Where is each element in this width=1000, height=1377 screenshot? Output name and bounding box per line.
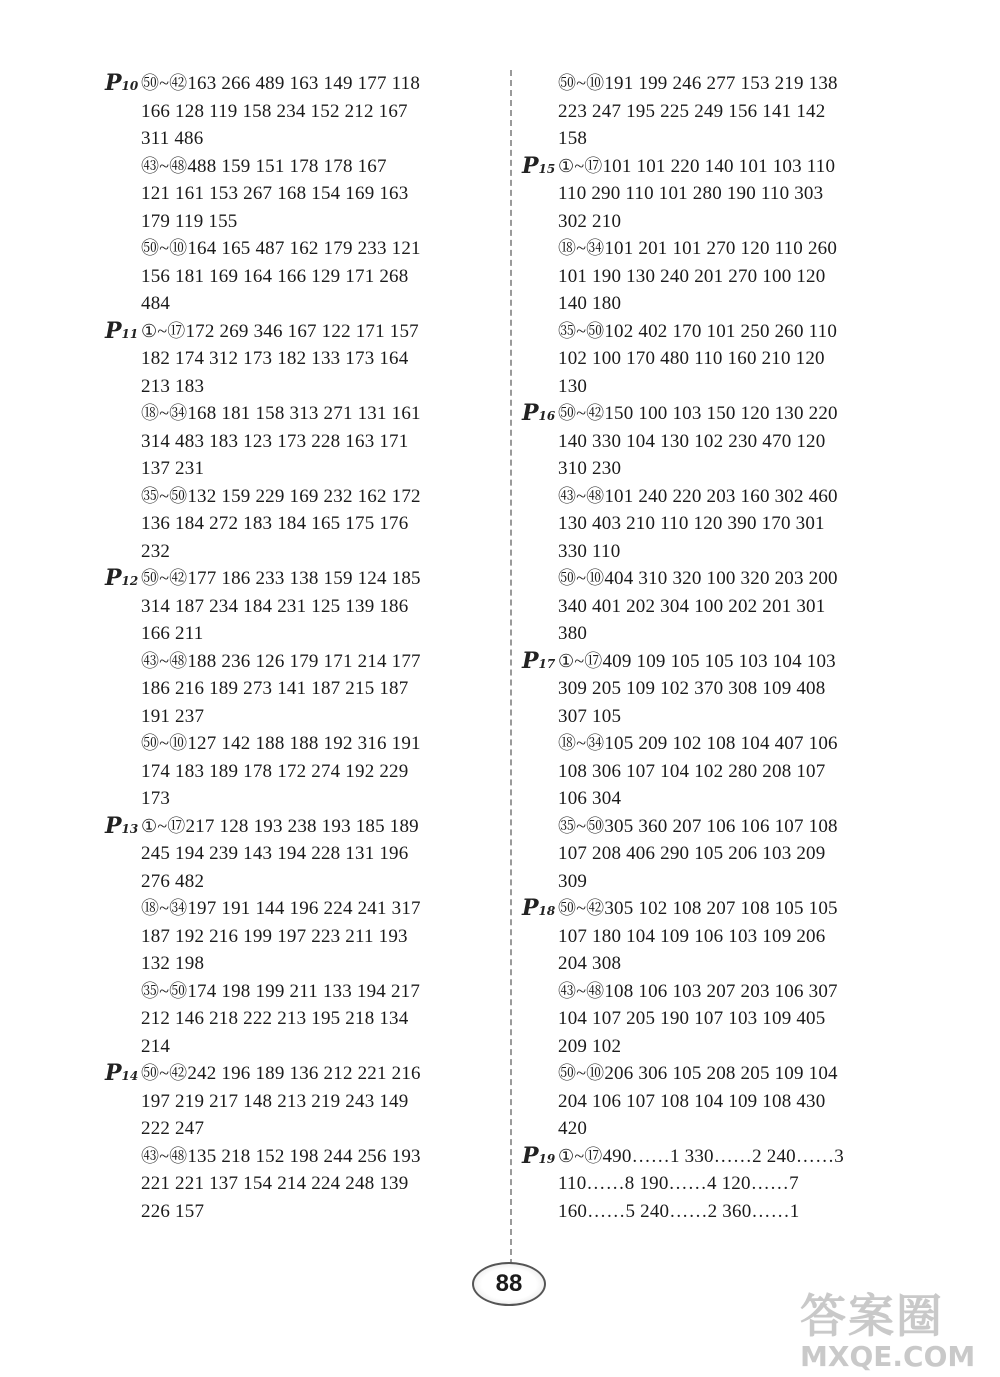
- answer-line: [141, 593, 505, 621]
- question-range: ㊿~㊷: [558, 898, 605, 918]
- answer-line: [558, 703, 922, 731]
- answer-line: [558, 1143, 922, 1171]
- answer-section: [558, 400, 922, 483]
- answer-section: [141, 235, 505, 318]
- watermark-title: 答案圈: [800, 1289, 944, 1343]
- page-label: [105, 565, 138, 595]
- answer-line: [558, 483, 922, 511]
- question-range: ①~⑰: [558, 155, 603, 176]
- answer-values: 110……8 190……4 120……7: [558, 1173, 799, 1194]
- question-range: ㉟~㊿: [141, 485, 188, 506]
- answer-line: [141, 180, 505, 208]
- page-label: [105, 813, 138, 843]
- page-label: [105, 70, 138, 100]
- watermark-logo: [800, 1280, 995, 1373]
- answer-line: [558, 785, 922, 813]
- page-answer-block: [522, 1143, 922, 1226]
- answer-values: 173: [141, 788, 171, 809]
- answer-values: 127 142 188 188 192 316 191: [187, 733, 421, 754]
- answer-values: 206 306 105 208 205 109 104: [604, 1063, 838, 1084]
- answer-line: [558, 263, 922, 291]
- answer-line: [558, 895, 922, 923]
- page-label: [522, 1143, 555, 1173]
- question-range: ㊿~㊷: [141, 1063, 188, 1083]
- answer-section: [141, 318, 505, 401]
- answer-values: 242 196 189 136 212 221 216: [187, 1063, 421, 1084]
- answer-line: [558, 675, 922, 703]
- right-column: [522, 70, 922, 1225]
- answer-values: 140 180: [558, 293, 622, 314]
- page-label-number: 14: [121, 1069, 139, 1083]
- answer-section: [141, 1060, 505, 1143]
- answer-line: [141, 98, 505, 126]
- answer-line: [558, 400, 922, 428]
- answer-values: 484: [141, 293, 171, 314]
- question-range: ⑱~㉞: [558, 733, 605, 753]
- page-label: [522, 400, 555, 430]
- answer-line: [141, 345, 505, 373]
- question-range: ㊿~㊷: [141, 73, 188, 93]
- answer-line: [141, 675, 505, 703]
- answer-values: 107 208 406 290 105 206 103 209: [558, 843, 826, 864]
- answer-values: 488 159 151 178 178 167: [187, 155, 387, 177]
- answer-values: 135 218 152 198 244 256 193: [187, 1145, 421, 1167]
- answer-values: 302 210: [558, 210, 622, 232]
- answer-values: 223 247 195 225 249 156 141 142: [558, 100, 826, 122]
- page-label-number: 10: [121, 79, 139, 93]
- page-label-letter: P: [522, 152, 539, 179]
- answer-values: 156 181 169 164 166 129 171 268: [141, 265, 409, 287]
- answer-line: [558, 978, 922, 1006]
- answer-section: [558, 648, 922, 731]
- answer-values: 187 192 216 199 197 223 211 193: [141, 925, 408, 947]
- answer-section: [141, 483, 505, 566]
- question-range: ㉟~㊿: [558, 815, 605, 836]
- answer-values: 209 102: [558, 1035, 622, 1057]
- answer-values: 174 198 199 211 133 194 217: [187, 980, 421, 1002]
- answer-line: [558, 1170, 922, 1198]
- answer-line: [141, 125, 505, 153]
- answer-line: [558, 758, 922, 786]
- answer-values: 163 266 489 163 149 177 118: [187, 73, 421, 94]
- answer-line: [558, 235, 922, 263]
- page-answer-block: [522, 648, 922, 896]
- answer-line: [558, 208, 922, 236]
- page-label-letter: P: [522, 895, 539, 921]
- answer-line: [558, 1033, 922, 1061]
- answer-line: [141, 895, 505, 923]
- page-label: [105, 318, 138, 348]
- answer-section: [141, 565, 505, 648]
- answer-line: [141, 153, 505, 181]
- answer-values: 380: [558, 623, 588, 644]
- answer-section: [558, 235, 922, 318]
- answer-line: [141, 565, 505, 593]
- answer-line: [141, 1005, 505, 1033]
- page-number-text: 88: [495, 1270, 523, 1297]
- answer-values: 340 401 202 304 100 202 201 301: [558, 595, 826, 617]
- answer-section: [558, 978, 922, 1061]
- answer-values: 136 184 272 183 184 165 175 176: [141, 513, 409, 534]
- answer-values: 404 310 320 100 320 203 200: [604, 568, 838, 589]
- page-label: [522, 895, 555, 925]
- answer-values: 204 106 107 108 104 109 108 430: [558, 1090, 826, 1112]
- answer-line: [141, 290, 505, 318]
- answer-line: [141, 923, 505, 951]
- answer-section: [141, 153, 505, 236]
- page-label: [522, 153, 555, 183]
- answer-values: 314 187 234 184 231 125 139 186: [141, 595, 409, 617]
- answer-values: 307 105: [558, 705, 622, 727]
- answer-line: [558, 868, 922, 896]
- answer-values: 186 216 189 273 141 187 215 187: [141, 678, 409, 699]
- answer-section: [558, 318, 922, 401]
- answer-line: [558, 593, 922, 621]
- page-label-number: 13: [121, 821, 139, 836]
- answer-line: [558, 153, 922, 181]
- answer-values: 150 100 103 150 120 130 220: [604, 403, 838, 424]
- answer-line: [141, 510, 505, 538]
- answer-line: [558, 455, 922, 483]
- answer-line: [141, 620, 505, 648]
- answer-line: [141, 70, 505, 98]
- question-range: ㊸~㊽: [141, 1145, 188, 1166]
- answer-line: [141, 813, 505, 841]
- answer-line: [558, 1198, 922, 1226]
- answer-line: [558, 730, 922, 758]
- answer-values: 121 161 153 267 168 154 169 163: [141, 183, 409, 204]
- answer-line: [558, 510, 922, 538]
- answer-line: [141, 538, 505, 566]
- answer-values: 310 230: [558, 458, 622, 479]
- question-range: ①~⑰: [141, 320, 186, 341]
- answer-section: [558, 730, 922, 813]
- question-range: ㊸~㊽: [558, 980, 605, 1001]
- answer-line: [558, 180, 922, 208]
- answer-values: 105 209 102 108 104 407 106: [604, 733, 838, 754]
- answer-line: [141, 868, 505, 896]
- page-answer-block: [105, 565, 505, 813]
- answer-values: 197 219 217 148 213 219 243 149: [141, 1090, 409, 1112]
- answer-values: 330 110: [558, 540, 621, 562]
- answer-values: 188 236 126 179 171 214 177: [187, 650, 421, 672]
- answer-values: 276 482: [141, 870, 205, 892]
- page-label-number: 12: [121, 574, 139, 588]
- answer-values: 212 146 218 222 213 195 218 134: [141, 1008, 409, 1029]
- answer-line: [141, 1115, 505, 1143]
- answer-line: [558, 813, 922, 841]
- answer-line: [141, 1088, 505, 1116]
- page-number: [472, 1262, 546, 1306]
- answer-values: 305 102 108 207 108 105 105: [604, 898, 838, 919]
- answer-section: [141, 400, 505, 483]
- answer-values: 101 101 220 140 101 103 110: [602, 155, 836, 177]
- question-range: ㊿~⑩: [558, 73, 605, 93]
- answer-section: [558, 483, 922, 566]
- question-range: ①~⑰: [558, 650, 603, 671]
- answer-section: [558, 153, 922, 236]
- page-label-number: 11: [121, 326, 139, 341]
- answer-line: [558, 565, 922, 593]
- answer-section: [558, 565, 922, 648]
- answer-line: [558, 950, 922, 978]
- page-label-letter: P: [105, 812, 122, 839]
- question-range: ㉟~㊿: [558, 320, 605, 341]
- answer-line: [558, 70, 922, 98]
- answer-values: 179 119 155: [141, 210, 238, 232]
- answer-values: 130 403 210 110 120 390 170 301: [558, 513, 825, 534]
- answer-line: [141, 1143, 505, 1171]
- answer-values: 132 159 229 169 232 162 172: [187, 485, 421, 507]
- answer-values: 311 486: [141, 128, 204, 149]
- answer-values: 106 304: [558, 788, 622, 809]
- answer-section: [558, 895, 922, 978]
- answer-line: [558, 428, 922, 456]
- answer-line: [558, 923, 922, 951]
- answer-line: [141, 703, 505, 731]
- answer-values: 232: [141, 540, 171, 562]
- page-label-number: 19: [538, 1151, 556, 1166]
- answer-line: [141, 483, 505, 511]
- left-column: [105, 70, 505, 1225]
- answer-values: 174 183 189 178 172 274 192 229: [141, 760, 409, 782]
- answer-line: [141, 263, 505, 291]
- answer-values: 191 199 246 277 153 219 138: [604, 73, 838, 94]
- answer-values: 490……1 330……2 240……3: [602, 1145, 844, 1167]
- question-range: ㊿~㊷: [141, 568, 188, 588]
- page-label-letter: P: [522, 647, 539, 674]
- answer-values: 101 201 101 270 120 110 260: [604, 238, 838, 259]
- answer-line: [141, 235, 505, 263]
- answer-values: 314 483 183 123 173 228 163 171: [141, 430, 409, 452]
- answer-line: [141, 1033, 505, 1061]
- answer-section: [141, 1143, 505, 1226]
- answer-values: 101 190 130 240 201 270 100 120: [558, 265, 826, 287]
- answer-values: 166 128 119 158 234 152 212 167: [141, 100, 408, 122]
- answer-line: [558, 538, 922, 566]
- answer-section: [141, 648, 505, 731]
- answer-line: [558, 373, 922, 401]
- answer-section: [558, 70, 922, 153]
- answer-values: 245 194 239 143 194 228 131 196: [141, 843, 409, 864]
- question-range: ㊿~⑩: [141, 238, 188, 258]
- answer-values: 309 205 109 102 370 308 109 408: [558, 678, 826, 699]
- answer-values: 158: [558, 128, 588, 149]
- question-range: ⑱~㉞: [141, 898, 188, 918]
- answer-line: [141, 428, 505, 456]
- question-range: ⑱~㉞: [141, 403, 188, 423]
- answer-line: [558, 1088, 922, 1116]
- answer-section: [558, 813, 922, 896]
- answer-line: [141, 1170, 505, 1198]
- answer-line: [558, 345, 922, 373]
- answer-values: 409 109 105 105 103 104 103: [602, 650, 836, 672]
- page-label: [522, 648, 555, 678]
- answer-values: 132 198: [141, 953, 205, 974]
- answer-line: [558, 290, 922, 318]
- question-range: ㉟~㊿: [141, 980, 188, 1001]
- question-range: ㊿~⑩: [558, 568, 605, 588]
- question-range: ㊸~㊽: [141, 155, 188, 176]
- watermark-url: MXQE.COM: [800, 1340, 976, 1373]
- answer-line: [558, 1115, 922, 1143]
- question-range: ①~⑰: [558, 1145, 603, 1166]
- answer-values: 222 247: [141, 1118, 205, 1139]
- answer-line: [141, 758, 505, 786]
- answer-line: [558, 318, 922, 346]
- page-label-letter: P: [105, 1060, 122, 1086]
- answer-values: 221 221 137 154 214 224 248 139: [141, 1173, 409, 1194]
- answer-values: 197 191 144 196 224 241 317: [187, 898, 421, 919]
- answer-values: 166 211: [141, 623, 204, 644]
- answer-values: 107 180 104 109 106 103 109 206: [558, 925, 826, 947]
- answer-line: [141, 373, 505, 401]
- answer-line: [141, 950, 505, 978]
- page-answer-block: [105, 1060, 505, 1225]
- page-label-number: 18: [538, 904, 556, 918]
- page-label-number: 15: [538, 161, 556, 176]
- page-answer-block: [105, 813, 505, 1061]
- answer-line: [141, 1198, 505, 1226]
- answer-line: [141, 978, 505, 1006]
- answer-values: 217 128 193 238 193 185 189: [185, 815, 419, 837]
- answer-values: 309: [558, 870, 588, 892]
- answer-section: [558, 1060, 922, 1143]
- question-range: ㊸~㊽: [141, 650, 188, 671]
- answer-line: [141, 785, 505, 813]
- answer-line: [558, 1060, 922, 1088]
- page-label-letter: P: [105, 565, 122, 591]
- answer-line: [558, 620, 922, 648]
- answer-line: [558, 648, 922, 676]
- column-divider: [510, 70, 512, 1265]
- answer-line: [141, 840, 505, 868]
- page-answer-block: [522, 895, 922, 1143]
- answer-values: 102 100 170 480 110 160 210 120: [558, 348, 825, 369]
- answer-values: 160……5 240……2 360……1: [558, 1200, 800, 1222]
- answer-values: 177 186 233 138 159 124 185: [187, 568, 421, 589]
- answer-values: 182 174 312 173 182 133 173 164: [141, 348, 409, 369]
- answer-values: 191 237: [141, 705, 205, 727]
- page-answer-block: [522, 70, 922, 153]
- page-label: [105, 1060, 138, 1090]
- answer-line: [558, 840, 922, 868]
- answer-line: [558, 1005, 922, 1033]
- answer-values: 137 231: [141, 458, 205, 479]
- answer-section: [141, 730, 505, 813]
- page-label-letter: P: [105, 70, 122, 96]
- answer-section: [141, 895, 505, 978]
- page-answer-block: [105, 318, 505, 566]
- page-label-number: 16: [538, 409, 556, 423]
- question-range: ㊿~⑩: [141, 733, 188, 753]
- answer-values: 108 306 107 104 102 280 208 107: [558, 760, 826, 782]
- answer-line: [141, 648, 505, 676]
- answer-line: [141, 400, 505, 428]
- answer-line: [141, 1060, 505, 1088]
- answer-line: [558, 98, 922, 126]
- answer-values: 102 402 170 101 250 260 110: [604, 320, 838, 342]
- answer-values: 172 269 346 167 122 171 157: [185, 320, 419, 342]
- page-answer-block: [105, 70, 505, 318]
- page-label-letter: P: [105, 317, 122, 344]
- answer-values: 130: [558, 375, 588, 397]
- answer-line: [141, 730, 505, 758]
- answer-values: 420: [558, 1118, 588, 1139]
- answer-values: 305 360 207 106 106 107 108: [604, 815, 838, 837]
- page-label-letter: P: [522, 1142, 539, 1169]
- answer-values: 204 308: [558, 953, 622, 974]
- question-range: ㊿~⑩: [558, 1063, 605, 1083]
- question-range: ⑱~㉞: [558, 238, 605, 258]
- answer-values: 226 157: [141, 1200, 205, 1222]
- answer-values: 110 290 110 101 280 190 110 303: [558, 183, 824, 204]
- answer-line: [141, 455, 505, 483]
- question-range: ①~⑰: [141, 815, 186, 836]
- answer-line: [558, 125, 922, 153]
- page-label-number: 17: [538, 656, 556, 671]
- question-range: ㊸~㊽: [558, 485, 605, 506]
- answer-section: [141, 70, 505, 153]
- answer-values: 108 106 103 207 203 106 307: [604, 980, 838, 1002]
- answer-values: 168 181 158 313 271 131 161: [187, 403, 421, 424]
- page-label-letter: P: [522, 400, 539, 426]
- answer-section: [141, 813, 505, 896]
- page-answer-block: [522, 400, 922, 648]
- answer-line: [141, 318, 505, 346]
- answer-values: 214: [141, 1035, 171, 1057]
- answer-values: 101 240 220 203 160 302 460: [604, 485, 838, 507]
- answer-values: 140 330 104 130 102 230 470 120: [558, 430, 826, 452]
- page-answer-block: [522, 153, 922, 401]
- answer-values: 164 165 487 162 179 233 121: [187, 238, 421, 259]
- answer-section: [141, 978, 505, 1061]
- question-range: ㊿~㊷: [558, 403, 605, 423]
- answer-values: 213 183: [141, 375, 205, 397]
- answer-section: [558, 1143, 922, 1226]
- answer-line: [141, 208, 505, 236]
- answer-values: 104 107 205 190 107 103 109 405: [558, 1008, 826, 1029]
